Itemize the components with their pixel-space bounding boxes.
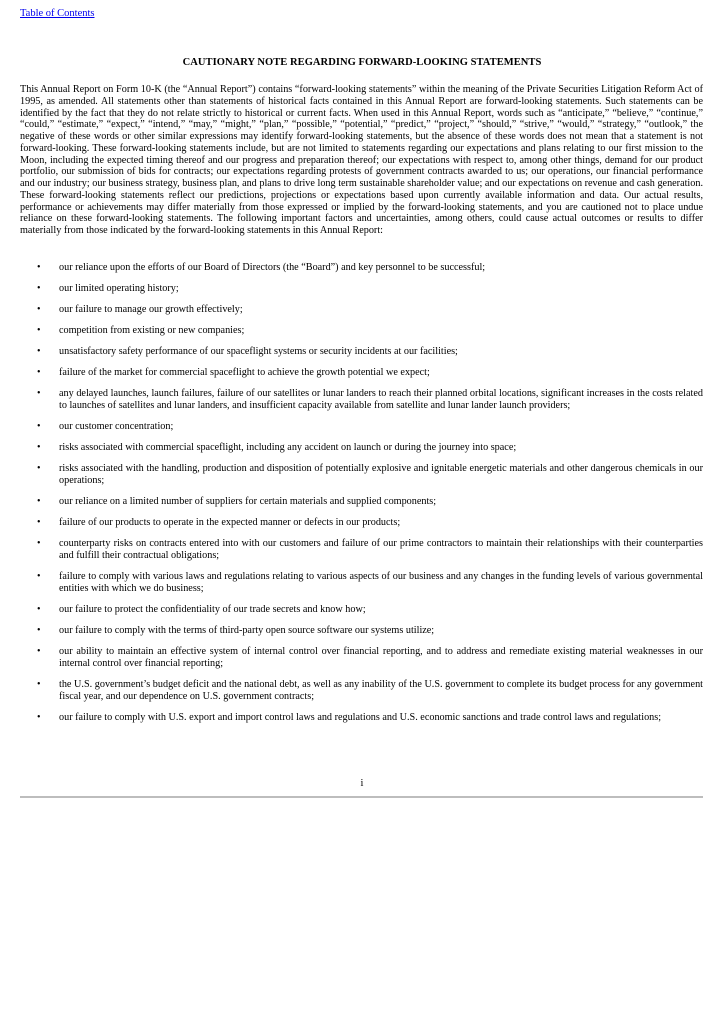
bullet-icon: • xyxy=(37,441,41,453)
list-item-text: the U.S. government’s budget deficit and the national debt, as well as any inability of the U.S. government to complete its budget process for any government fiscal year, and our dependence on U.S. government contracts; xyxy=(59,678,703,702)
bullet-icon: • xyxy=(37,303,41,315)
list-item-text: our failure to protect the confidentiality of our trade secrets and know how; xyxy=(59,603,366,615)
page-number: i xyxy=(360,778,364,789)
list-item-text: counterparty risks on contracts entered into with our customers and failure of our prime contractors to maintain their relationships with their counterparties and fulfill their contractual obligations; xyxy=(59,537,703,561)
list-item-text: our failure to comply with U.S. export and import control laws and regulations and U.S. economic sanctions and trade control laws and regulations; xyxy=(59,711,662,723)
bullet-icon: • xyxy=(37,678,41,690)
bullet-icon: • xyxy=(37,645,41,657)
list-item xyxy=(20,646,703,670)
bullet-icon: • xyxy=(37,324,41,336)
list-item-text: our failure to comply with the terms of third-party open source software our systems utilize; xyxy=(59,624,435,636)
list-item xyxy=(20,283,703,295)
list-item xyxy=(20,421,703,433)
bullet-icon: • xyxy=(37,282,41,294)
list-item xyxy=(20,325,703,337)
list-item xyxy=(20,625,703,637)
list-item xyxy=(20,679,703,703)
intro-paragraph: This Annual Report on Form 10-K (the “Annual Report”) contains “forward-looking statements” within the meaning of the Private Securities Litigation Reform Act of 1995, as amended. All statements other than statements of historical facts contained in this Annual Report are forward-looking statements. Such statements can be identified by the fact that they do not relate strictly to historical or current facts. When used in this Annual Report, words such as “anticipate,” “believe,” “continue,” “could,” “estimate,” “expect,” “intend,” “may,” “might,” “plan,” “possible,” “potential,” “predict,” “project,” “should,” “strive,” “would,” “strategy,” “outlook,” the negative of these words or other similar expressions may identify forward-looking statements, but the absence of these words does not mean that a statement is not forward-looking. These forward-looking statements include, but are not limited to statements regarding our expectations and plans relating to our first mission to the Moon, including the expected timing thereof and our progress and preparation thereof; our expectations with respect to, among other things, demand for our product portfolio, our submission of bids for contracts; our expectations regarding protests of government contracts awarded to us; our operations, our financial performance and our industry; our business strategy, business plan, and plans to drive long term sustainable shareholder value; and our expectations on revenue and cash generation. These forward-looking statements reflect our predictions, projections or expectations based upon currently available information and data. Our actual results, performance or achievements may differ materially from those expressed or implied by the forward-looking statements, and you are cautioned not to place undue reliance on these forward-looking statements. The following important factors and uncertainties, among others, could cause actual outcomes or results to differ materially from those indicated by the forward-looking statements in this Annual Report: xyxy=(20,84,703,236)
list-item-text: unsatisfactory safety performance of our spaceflight systems or security incidents at our facilities; xyxy=(59,345,458,357)
list-item-text: failure of our products to operate in the expected manner or defects in our products; xyxy=(59,516,401,528)
page-divider xyxy=(20,796,703,798)
bullet-icon: • xyxy=(37,262,41,273)
list-item xyxy=(20,262,703,274)
bullet-icon: • xyxy=(37,537,41,549)
list-item xyxy=(20,712,703,724)
bullet-icon: • xyxy=(37,495,41,507)
list-item xyxy=(20,346,703,358)
list-item-text: our reliance on a limited number of suppliers for certain materials and supplied components; xyxy=(59,495,437,507)
bullet-icon: • xyxy=(37,462,41,474)
list-item-text: our ability to maintain an effective system of internal control over financial reporting, and to address and remediate existing material weaknesses in our internal control over financial reporting; xyxy=(59,645,703,669)
list-item-text: our limited operating history; xyxy=(59,282,179,294)
bullet-icon: • xyxy=(37,387,41,399)
list-item-text: risks associated with commercial spaceflight, including any accident on launch or during the journey into space; xyxy=(59,441,517,453)
list-item-text: any delayed launches, launch failures, failure of our satellites or lunar landers to reach their planned orbital locations, significant increases in the costs related to launches of satellites and lunar landers, and insufficient capacity available from satellite and lunar lander launch providers; xyxy=(59,387,703,411)
list-item xyxy=(20,517,703,529)
list-item xyxy=(20,571,703,595)
list-item-text: failure of the market for commercial spaceflight to achieve the growth potential we expect; xyxy=(59,366,430,378)
list-item xyxy=(20,388,703,412)
list-item xyxy=(20,367,703,379)
list-item-text: our customer concentration; xyxy=(59,420,174,432)
list-item xyxy=(20,442,703,454)
section-title: CAUTIONARY NOTE REGARDING FORWARD-LOOKING STATEMENTS xyxy=(182,57,542,68)
bullet-icon: • xyxy=(37,624,41,636)
list-item xyxy=(20,538,703,562)
list-item-text: our reliance upon the efforts of our Board of Directors (the “Board”) and key personnel to be successful; xyxy=(59,262,486,273)
bullet-icon: • xyxy=(37,603,41,615)
list-item-text: our failure to manage our growth effectively; xyxy=(59,303,243,315)
bullet-icon: • xyxy=(37,570,41,582)
list-item-text: risks associated with the handling, production and disposition of potentially explosive and ignitable energetic materials and other dangerous chemicals in our operations; xyxy=(59,462,703,486)
table-of-contents-link[interactable]: Table of Contents xyxy=(20,8,95,19)
bullet-icon: • xyxy=(37,516,41,528)
list-item xyxy=(20,304,703,316)
list-item xyxy=(20,604,703,616)
bullet-icon: • xyxy=(37,345,41,357)
bullet-icon: • xyxy=(37,366,41,378)
risk-factor-list xyxy=(20,262,703,733)
bullet-icon: • xyxy=(37,420,41,432)
list-item xyxy=(20,463,703,487)
list-item-text: failure to comply with various laws and regulations relating to various aspects of our business and any changes in the funding levels of various governmental entities with which we do business; xyxy=(59,570,703,594)
list-item xyxy=(20,496,703,508)
bullet-icon: • xyxy=(37,711,41,723)
list-item-text: competition from existing or new companies; xyxy=(59,324,245,336)
